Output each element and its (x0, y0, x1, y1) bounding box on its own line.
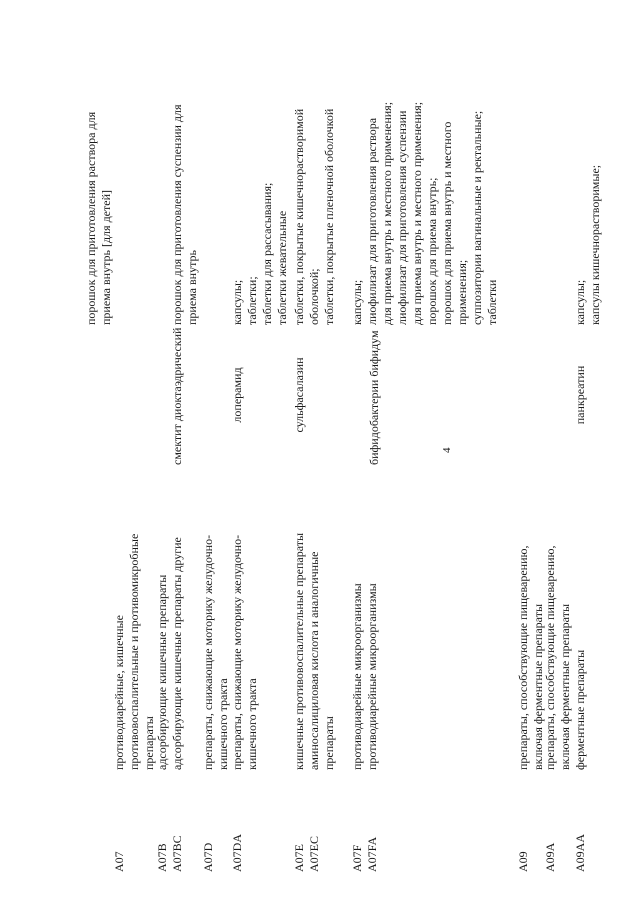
form-line: для приема внутрь и местного применения; (380, 101, 394, 325)
code-line: A07FA (365, 836, 379, 872)
dosage-form (350, 25, 500, 325)
atc-code-a07f (350, 802, 380, 872)
group-description (155, 480, 185, 770)
desc-line: противодиарейные, кишечные (112, 615, 126, 770)
group-description (292, 480, 337, 770)
atc-code-a07b (155, 802, 185, 872)
desc-line: включая ферментные препараты (558, 603, 572, 770)
desc-line: кишечные противовоспалительные препараты (292, 532, 306, 770)
code-line: A09A (543, 842, 557, 872)
form-line: приема внутрь [для детей] (99, 190, 113, 325)
desc-line: кишечного тракта (216, 678, 230, 770)
desc-line: противодиарейные микроорганизмы (365, 583, 379, 770)
drug-line: панкреатин (573, 365, 587, 425)
form-line: таблетки для рассасывания; (260, 182, 274, 325)
drug-name (367, 315, 382, 465)
desc-line: противовоспалительные и противомикробные (127, 533, 141, 770)
form-line: приема внутрь (185, 250, 199, 325)
group-description (573, 480, 588, 770)
dosage-form (84, 25, 114, 325)
drug-name (573, 325, 588, 465)
desc-line: адсорбирующие кишечные препараты (155, 574, 169, 770)
drug-name (170, 315, 185, 465)
desc-line: препараты, способствующие пищеварению, (543, 545, 557, 770)
form-line: таблетки (485, 279, 499, 325)
form-line: лиофилизат для приготовления раствора (365, 117, 379, 325)
form-line: капсулы; (350, 279, 364, 325)
desc-line: включая ферментные препараты (531, 603, 545, 770)
group-description (230, 480, 260, 770)
form-line: суппозитории вагинальные и ректальные; (470, 110, 484, 325)
code-line: A07E (292, 844, 306, 872)
dosage-form (292, 25, 337, 325)
atc-code-a07e (292, 802, 322, 872)
form-line: оболочкой; (307, 268, 321, 325)
drug-line: бифидобактерии бифидум (367, 330, 381, 465)
dosage-form (573, 25, 603, 325)
form-line: лиофилизат для приготовления суспензии (395, 110, 409, 325)
dosage-form (230, 25, 290, 325)
code-line: A07B (155, 843, 169, 872)
drug-line: лоперамид (230, 367, 244, 423)
desc-line: препараты, способствующие пищеварению, (516, 545, 530, 770)
desc-line: противодиарейные микроорганизмы (350, 583, 364, 770)
form-line: порошок для приготовления суспензии для (170, 104, 184, 325)
form-line: таблетки жевательные (275, 210, 289, 325)
desc-line: препараты, снижающие моторику желудочно- (201, 534, 215, 770)
form-line: таблетки, покрытые кишечнорастворимой (292, 108, 306, 325)
page-number: 4 (441, 447, 453, 453)
desc-line: препараты (142, 716, 156, 770)
desc-line: аминосалициловая кислота и аналогичные (307, 551, 321, 770)
form-line: капсулы; (573, 279, 587, 325)
group-description (516, 480, 546, 770)
atc-code-a09aa (573, 802, 588, 872)
atc-code-a09a (543, 802, 558, 872)
group-description (350, 480, 380, 770)
form-line: таблетки, покрытые пленочной оболочкой (322, 108, 336, 325)
form-line: порошок для приготовления раствора для (84, 111, 98, 325)
drug-name (292, 325, 307, 465)
drug-line: смектит диоктаэдрический (170, 327, 184, 465)
code-line: A09 (516, 851, 530, 872)
group-description (112, 480, 157, 770)
form-line: порошок для приема внутрь и местного (440, 121, 454, 325)
code-line: A07DA (230, 834, 244, 872)
dosage-form (170, 25, 200, 325)
atc-code-a07 (112, 802, 127, 872)
desc-line: адсорбирующие кишечные препараты другие (170, 537, 184, 770)
form-line: таблетки; (245, 276, 259, 325)
form-line: капсулы; (230, 279, 244, 325)
code-line: A07D (201, 842, 215, 872)
code-line: A07 (112, 851, 126, 872)
atc-code-a07da (230, 802, 245, 872)
form-line: порошок для приема внутрь; (425, 177, 439, 325)
atc-code-a09 (516, 802, 531, 872)
form-line: применения; (455, 259, 469, 325)
group-description (201, 480, 231, 770)
desc-line: препараты, снижающие моторику желудочно- (230, 534, 244, 770)
atc-code-a07d (201, 802, 216, 872)
drug-name (230, 325, 245, 465)
form-line: для приема внутрь и местного применения; (410, 101, 424, 325)
code-line: A07BC (170, 835, 184, 872)
code-line: A07EC (307, 836, 321, 872)
form-line: капсулы кишечнорастворимые; (588, 164, 602, 325)
desc-line: ферментные препараты (573, 649, 587, 770)
code-line: A09AA (573, 834, 587, 872)
code-line: A07F (350, 844, 364, 872)
desc-line: препараты (322, 716, 336, 770)
drug-line: сульфасалазин (292, 357, 306, 433)
group-description (543, 480, 573, 770)
desc-line: кишечного тракта (245, 678, 259, 770)
